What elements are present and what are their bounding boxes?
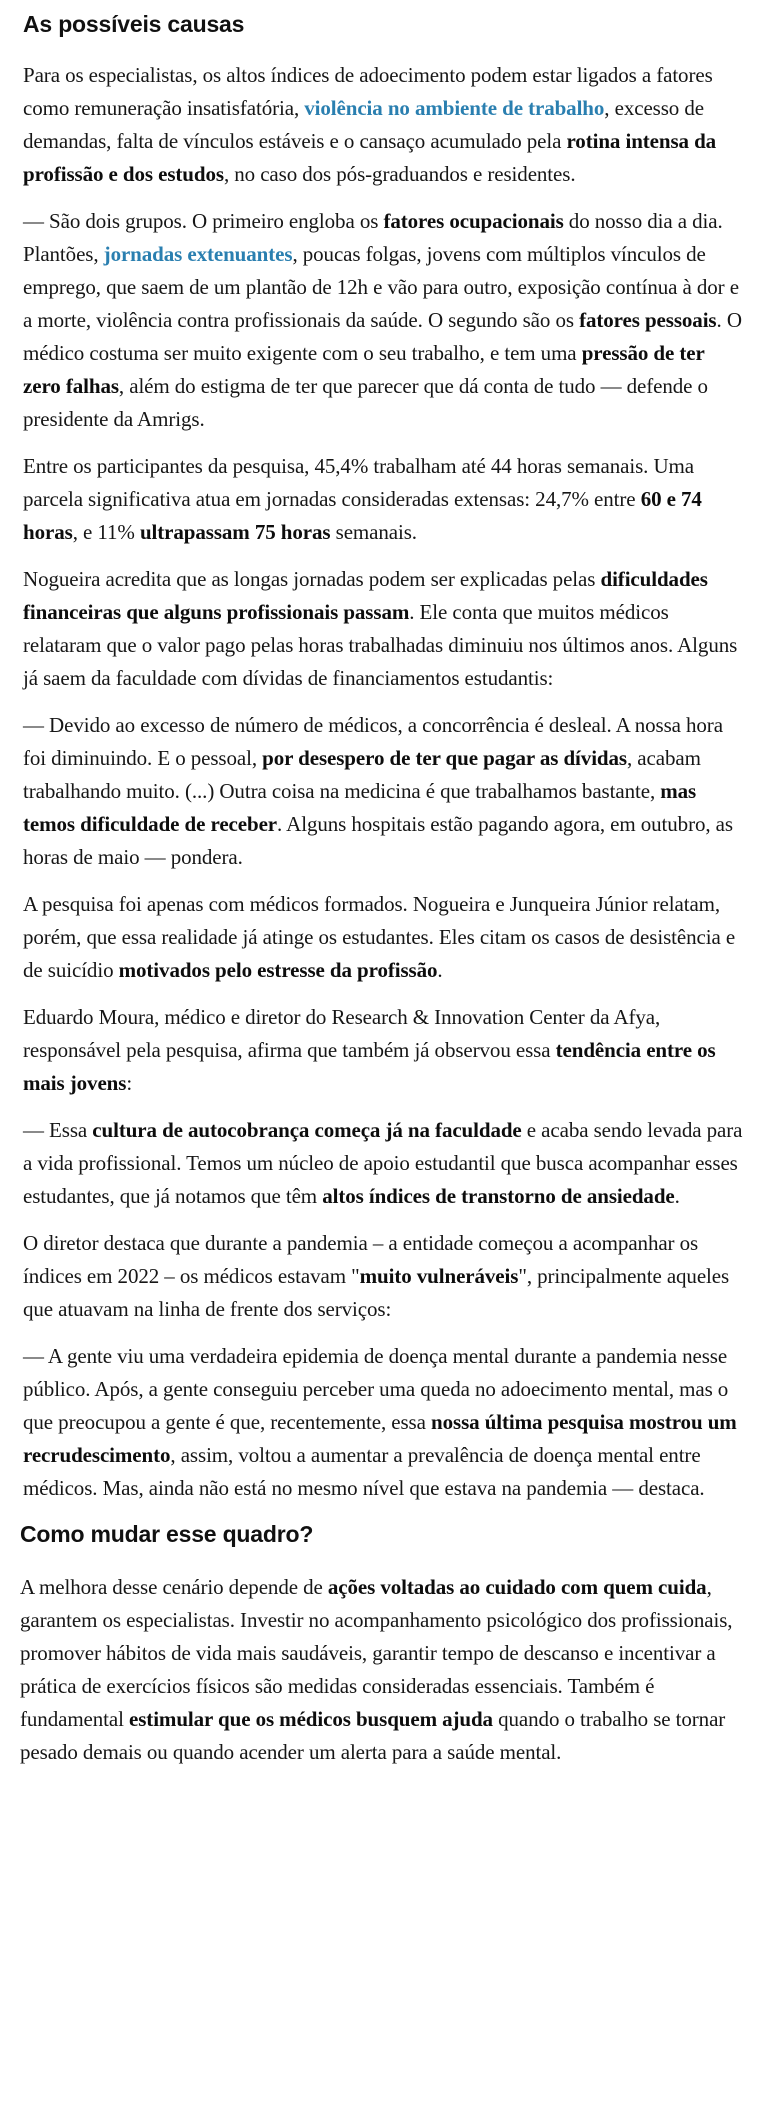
article-paragraph	[23, 1114, 744, 1213]
emphasis-text: cultura de autocobrança começa já na faculdade	[92, 1118, 522, 1142]
paragraph-text: — A gente viu uma verdadeira epidemia de doença mental durante a pandemia nesse público. Após, a gente conseguiu perceber uma queda no adoecimento mental, mas o que preocupou a gente é que, recentemente, essa	[23, 1344, 729, 1434]
article-paragraph	[23, 709, 744, 874]
emphasis-text: ações voltadas ao cuidado com quem cuida	[327, 1575, 707, 1599]
paragraph-text: Para os especialistas, os altos índices de adoecimento podem estar ligados a fatores como remuneração insatisfatória,	[23, 63, 713, 120]
article-paragraph	[23, 1001, 744, 1100]
emphasis-text: pressão de ter zero falhas	[23, 341, 705, 398]
emphasis-text: tendência entre os mais jovens	[23, 1038, 716, 1095]
paragraph-list	[23, 59, 744, 1505]
article-paragraph	[23, 1227, 744, 1326]
article-paragraph	[23, 205, 744, 436]
paragraph-text: ", principalmente aqueles que atuavam na linha de frente dos serviços:	[23, 1264, 730, 1321]
section-how-to-change	[0, 1519, 764, 1769]
emphasis-text: fatores pessoais	[579, 308, 717, 332]
paragraph-text: semanais.	[330, 520, 417, 544]
paragraph-text: O diretor destaca que durante a pandemia – a entidade começou a acompanhar os índices em 2022 – os médicos estavam "	[23, 1231, 699, 1288]
paragraph-text: Eduardo Moura, médico e diretor do Research & Innovation Center da Afya, responsável pela pesquisa, afirma que também já observou essa	[23, 1005, 661, 1062]
paragraph-text: — São dois grupos. O primeiro engloba os	[23, 209, 384, 233]
paragraph-text: do nosso dia a dia. Plantões,	[23, 209, 723, 266]
paragraph-text: :	[126, 1071, 133, 1095]
paragraph-text: Entre os participantes da pesquisa, 45,4% trabalham até 44 horas semanais. Uma parcela significativa atua em jornadas consideradas extensas: 24,7% entre	[23, 454, 694, 511]
paragraph-text: . Ele conta que muitos médicos relataram que o valor pago pelas horas trabalhadas diminuiu nos últimos anos. Alguns já saem da faculdade com dívidas de financiamentos estudantis:	[23, 600, 738, 690]
emphasis-text: altos índices de transtorno de ansiedade	[322, 1184, 675, 1208]
emphasis-text: ultrapassam 75 horas	[139, 520, 331, 544]
article-paragraph	[23, 888, 744, 987]
paragraph-text: , garantem os especialistas. Investir no acompanhamento psicológico dos profissionais, promover hábitos de vida mais saudáveis, garantir tempo de descanso e incentivar a prática de exercícios físicos são medidas consideradas essenciais. Também é fundamental	[20, 1575, 733, 1731]
article-paragraph	[20, 1571, 744, 1769]
emphasis-text: estimular que os médicos busquem ajuda	[129, 1707, 493, 1731]
paragraph-text: , além do estigma de ter que parecer que dá conta de tudo — defende o presidente da Amrigs.	[23, 374, 708, 431]
paragraph-text: .	[437, 958, 443, 982]
paragraph-text: — Essa	[23, 1118, 93, 1142]
paragraph-text: , assim, voltou a aumentar a prevalência de doença mental entre médicos. Mas, ainda não está no mesmo nível que estava na pandemia — destaca.	[23, 1443, 705, 1500]
paragraph-text: — Devido ao excesso de número de médicos, a concorrência é desleal. A nossa hora foi diminuindo. E o pessoal,	[23, 713, 723, 770]
paragraph-text: .	[674, 1184, 680, 1208]
paragraph-text: A pesquisa foi apenas com médicos formados. Nogueira e Junqueira Júnior relatam, porém, que essa realidade já atinge os estudantes. Eles citam os casos de desistência e de suicídio	[23, 892, 736, 982]
article-paragraph	[23, 563, 744, 695]
paragraph-text: , poucas folgas, jovens com múltiplos vínculos de emprego, que saem de um plantão de 12h e vão para outro, exposição contínua à dor e a morte, violência contra profissionais da saúde. O segundo são os	[23, 242, 739, 332]
paragraph-text: Nogueira acredita que as longas jornadas podem ser explicadas pelas	[23, 567, 601, 591]
paragraph-text: , acabam trabalhando muito. (...) Outra coisa na medicina é que trabalhamos bastante,	[23, 746, 701, 803]
paragraph-list	[20, 1571, 744, 1769]
inline-link[interactable]: violência no ambiente de trabalho	[304, 96, 605, 120]
emphasis-text: dificuldades financeiras que alguns profissionais passam	[23, 567, 708, 624]
article-paragraph	[23, 450, 744, 549]
paragraph-text: e acaba sendo levada para a vida profissional. Temos um núcleo de apoio estudantil que busca acompanhar esses estudantes, que já notamos que têm	[23, 1118, 743, 1208]
emphasis-text: nossa última pesquisa mostrou um recrudescimento	[23, 1410, 737, 1467]
paragraph-text: . Alguns hospitais estão pagando agora, em outubro, as horas de maio — pondera.	[23, 812, 733, 869]
paragraph-text: quando o trabalho se tornar pesado demais ou quando acender um alerta para a saúde mental.	[20, 1707, 726, 1764]
emphasis-text: mas temos dificuldade de receber	[23, 779, 697, 836]
paragraph-text: , no caso dos pós-graduandos e residentes.	[223, 162, 576, 186]
inline-link[interactable]: jornadas extenuantes	[103, 242, 293, 266]
emphasis-text: motivados pelo estresse da profissão	[118, 958, 438, 982]
paragraph-text: , excesso de demandas, falta de vínculos estáveis e o cansaço acumulado pela	[23, 96, 704, 153]
article-paragraph	[23, 59, 744, 191]
section-heading: As possíveis causas	[23, 11, 245, 37]
section-heading: Como mudar esse quadro?	[20, 1521, 314, 1547]
article-paragraph	[23, 1340, 744, 1505]
emphasis-text: fatores ocupacionais	[383, 209, 564, 233]
emphasis-text: por desespero de ter que pagar as dívidas	[262, 746, 627, 770]
paragraph-text: , e 11%	[72, 520, 140, 544]
emphasis-text: 60 e 74 horas	[23, 487, 702, 544]
emphasis-text: muito vulneráveis	[359, 1264, 519, 1288]
paragraph-text: . O médico costuma ser muito exigente com o seu trabalho, e tem uma	[23, 308, 742, 365]
emphasis-text: rotina intensa da profissão e dos estudos	[23, 129, 717, 186]
paragraph-text: A melhora desse cenário depende de	[20, 1575, 328, 1599]
